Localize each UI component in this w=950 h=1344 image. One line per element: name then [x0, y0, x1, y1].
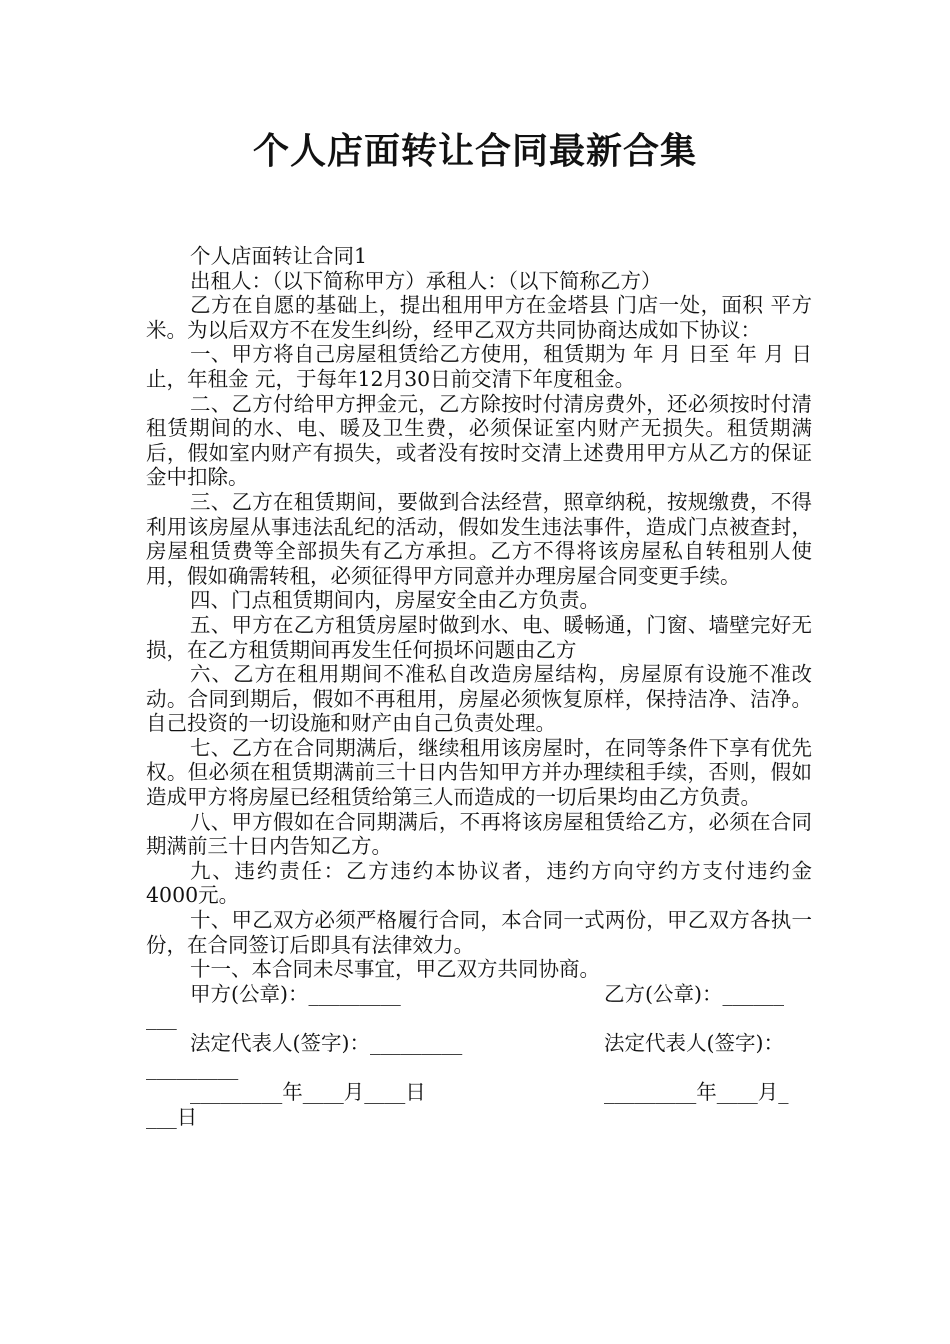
parties-line: 出租人：（以下简称甲方）承租人：（以下简称乙方） [190, 268, 662, 293]
date-row [146, 1080, 812, 1105]
clause-8: 八、甲方假如在合同期满后，不再将该房屋租赁给乙方，必须在合同期满前三十日内告知乙方。 [146, 809, 812, 859]
representative-row [146, 1031, 812, 1056]
intro-paragraph: 乙方在自愿的基础上，提出租用甲方在金塔县 门店一处，面积 平方米。为以后双方不在发生纠纷，经甲乙双方共同协商达成如下协议： [146, 293, 812, 342]
date-b: _________年____月_ [604, 1080, 789, 1105]
clause-7: 七、乙方在合同期满后，继续租用该房屋时，在同等条件下享有优先权。但必须在租赁期满前三十日内告知甲方并办理续租手续，否则，假如造成甲方将房屋已经租赁给第三人而造成的一切后果均由乙方负责。 [146, 735, 812, 810]
party-b-seal: 乙方(公章)：______ [604, 981, 784, 1006]
date-b-wrap: ___日 [146, 1104, 198, 1129]
clause-4: 四、门点租赁期间内，房屋安全由乙方负责。 [190, 588, 600, 613]
party-a-seal: 甲方(公章)：_________ [190, 981, 401, 1006]
party-b-seal-wrap: ___ [146, 1006, 177, 1031]
seal-row [146, 982, 812, 1007]
clause-9: 九、违约责任：乙方违约本协议者，违约方向守约方支付违约金4000元。 [146, 858, 812, 908]
clause-11: 十一、本合同未尽事宜，甲乙双方共同协商。 [190, 957, 600, 982]
rep-b-signature-wrap: _________ [146, 1055, 239, 1080]
rep-a-signature: 法定代表人(签字)：_________ [190, 1031, 463, 1055]
document-body [146, 244, 812, 1129]
date-a: _________年____月____日 [190, 1080, 426, 1105]
clause-5: 五、甲方在乙方租赁房屋时做到水、电、暖畅通，门窗、墙壁完好无损，在乙方租赁期间再发生任何损坏问题由乙方 [146, 612, 812, 662]
clause-10: 十、甲乙双方必须严格履行合同，本合同一式两份，甲乙双方各执一份，在合同签订后即具有法律效力。 [146, 908, 812, 957]
rep-b-signature: 法定代表人(签字)： [604, 1031, 784, 1055]
contract-heading: 个人店面转让合同1 [190, 244, 368, 268]
document-title: 个人店面转让合同最新合集 [252, 131, 697, 172]
clause-6: 六、乙方在租用期间不准私自改造房屋结构，房屋原有设施不准改动。合同到期后，假如不再租用，房屋必须恢复原样，保持洁净、洁净。自己投资的一切设施和财产由自己负责处理。 [146, 662, 812, 736]
clause-1: 一、甲方将自己房屋租赁给乙方使用，租赁期为 年 月 日至 年 月 日止，年租金 元，于每年12月30日前交清下年度租金。 [146, 342, 812, 391]
clause-2: 二、乙方付给甲方押金元，乙方除按时付清房费外，还必须按时付清租赁期间的水、电、暖及卫生费，必须保证室内财产无损失。租赁期满后，假如室内财产有损失，或者没有按时交清上述费用甲方从乙方的保证金中扣除。 [146, 391, 812, 490]
clause-3: 三、乙方在租赁期间，要做到合法经营，照章纳税，按规缴费，不得利用该房屋从事违法乱纪的活动，假如发生违法事件，造成门点被查封，房屋租赁费等全部损失有乙方承担。乙方不得将该房屋私自转租别人使用，假如确需转租，必须征得甲方同意并办理房屋合同变更手续。 [146, 489, 812, 588]
